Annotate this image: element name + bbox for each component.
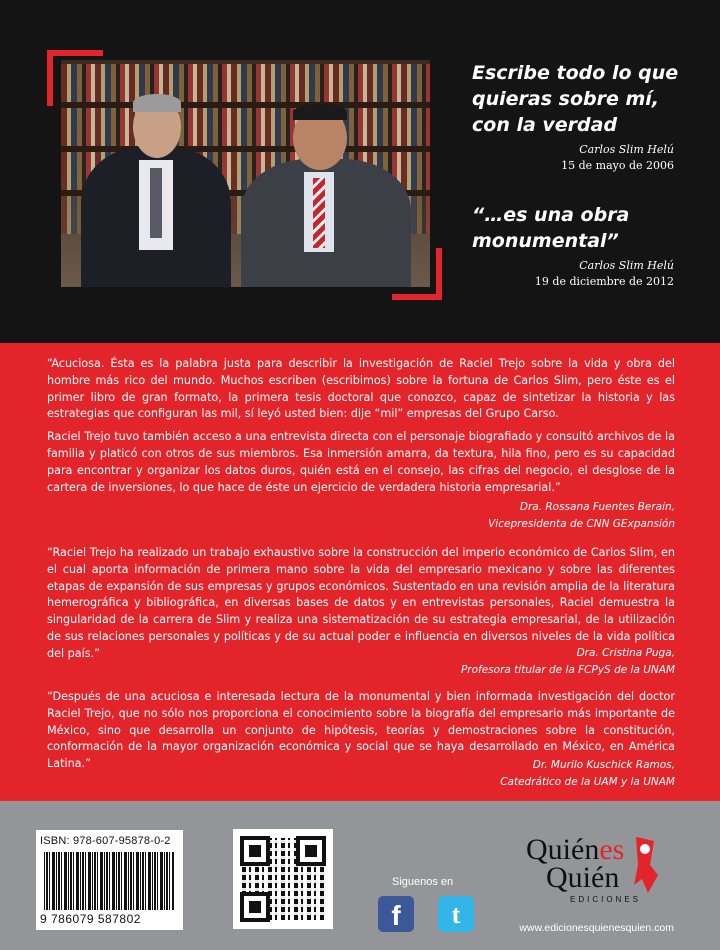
review-1 xyxy=(47,356,675,496)
barcode-digits: 9 786079 587802 xyxy=(40,912,141,926)
review-1-paragraph-1: “Acuciosa. Ésta es la palabra justa para describir la investigación de Raciel Trejo sobre la vida y obra del hombre más rico del mundo. Muchos escriben (escribimos) sobre la fortuna de Carlos Slim, pero éste es el primer libro de gran formato, la primera tesis doctoral que conozco, capaz de sintetizar la historia y las estrategias que configuran las mil, sí leyó usted bien: dije “mil” empresas del Grupo Carso. xyxy=(47,357,675,421)
header-section xyxy=(0,0,720,343)
quote-1-attribution xyxy=(561,142,674,174)
review-3-signature xyxy=(375,757,675,790)
review-3-author: Dr. Murilo Kuschick Ramos, xyxy=(532,759,675,771)
author-photo xyxy=(61,60,430,287)
qr-finder-top-right xyxy=(296,836,326,866)
logo-word-quien-2: Quién xyxy=(546,861,620,894)
logo-mark-icon xyxy=(628,835,660,897)
review-1-paragraph-2: Raciel Trejo tuvo también acceso a una entrevista directa con el personaje biografiado y consultó archivos de la familia y platicó con otros de sus miembros. Esa inmersión amarra, da textura, hila fino, pero es su capacidad para encontrar y organizar los datos duros, quién está en el consejo, las cifras del negocio, el desglose de la cartera de inversiones, lo que hace de éste un ejercicio de verdadera historia empresarial.” xyxy=(47,430,675,494)
review-3-paragraph: “Después de una acuciosa e interesada lectura de la monumental y bien informada investigación del doctor Raciel Trejo, que no sólo nos proporciona el conocimiento sobre la biografía del empresario más importante de México, sino que desarrolla un conjunto de hipótesis, teorías y demostraciones sobre la constitución, conformación de la mayor organización económica y social que se haya desarrollado en México, en América Latina.” xyxy=(47,690,675,771)
quote-2-line-1: “…es una obra xyxy=(472,204,630,226)
review-2-signature xyxy=(375,645,675,678)
review-2-role: Profesora titular de la FCPyS de la UNAM xyxy=(460,663,675,676)
facebook-icon[interactable]: f xyxy=(378,896,414,932)
quote-2-author: Carlos Slim Helú xyxy=(579,259,674,272)
review-1-signature xyxy=(375,499,675,532)
review-1-author: Dra. Rossana Fuentes Berain, xyxy=(519,501,675,513)
isbn-barcode xyxy=(36,830,183,930)
qr-finder-top-left xyxy=(240,836,270,866)
quote-1-line-2: quieras sobre mí, xyxy=(472,88,660,110)
quote-2 xyxy=(472,202,629,254)
qr-code[interactable] xyxy=(233,829,333,929)
quote-1-author: Carlos Slim Helú xyxy=(579,143,674,156)
twitter-icon[interactable]: t xyxy=(438,896,474,932)
quote-1-line-1: Escribe todo lo que xyxy=(472,62,679,84)
quote-2-attribution xyxy=(535,258,674,290)
quote-1-line-3: con la verdad xyxy=(472,114,618,136)
logo-word-es: es xyxy=(599,833,625,866)
corner-bracket-bottom-right xyxy=(392,248,442,300)
review-2-paragraph: “Raciel Trejo ha realizado un trabajo exhaustivo sobre la construcción del imperio económico de Carlos Slim, en el cual aporta información de primera mano sobre la vida del empresario mexicano y sobre las diferentes etapas de expansión de sus empresas y grupos económicos. Sustentado en una revisión amplia de la literatura hemerográfica y bibliográfica, en diversas bases de datos y en entrevistas personales, Raciel demuestra la singularidad de la carrera de Slim y realiza una sistematización de su estrategia empresarial, de la utilización de sus relaciones personales y políticas y de su actual poder e influencia en diversos niveles de la vida política del país.” xyxy=(47,546,675,660)
quote-2-date: 19 de diciembre de 2012 xyxy=(534,275,674,288)
logo-ediciones: EDICIONES xyxy=(570,895,642,904)
quote-1-date: 15 de mayo de 2006 xyxy=(561,159,674,172)
quote-1 xyxy=(472,60,678,138)
isbn-text: ISBN: 978-607-95878-0-2 xyxy=(40,835,171,847)
follow-us-label: Siguenos en xyxy=(392,876,454,888)
qr-finder-bottom-left xyxy=(240,892,270,922)
logo-word-quien: Quién xyxy=(526,833,600,866)
quote-2-line-2: monumental” xyxy=(472,230,619,252)
barcode-bars xyxy=(44,852,174,910)
publisher-website[interactable]: www.edicionesquienesquien.com xyxy=(519,922,674,934)
review-2-author: Dra. Cristina Puga, xyxy=(576,647,675,659)
review-1-role: Vicepresidenta de CNN GExpansión xyxy=(488,517,675,530)
review-3-role: Catedrático de la UAM y la UNAM xyxy=(500,775,675,788)
publisher-logo xyxy=(526,835,666,915)
